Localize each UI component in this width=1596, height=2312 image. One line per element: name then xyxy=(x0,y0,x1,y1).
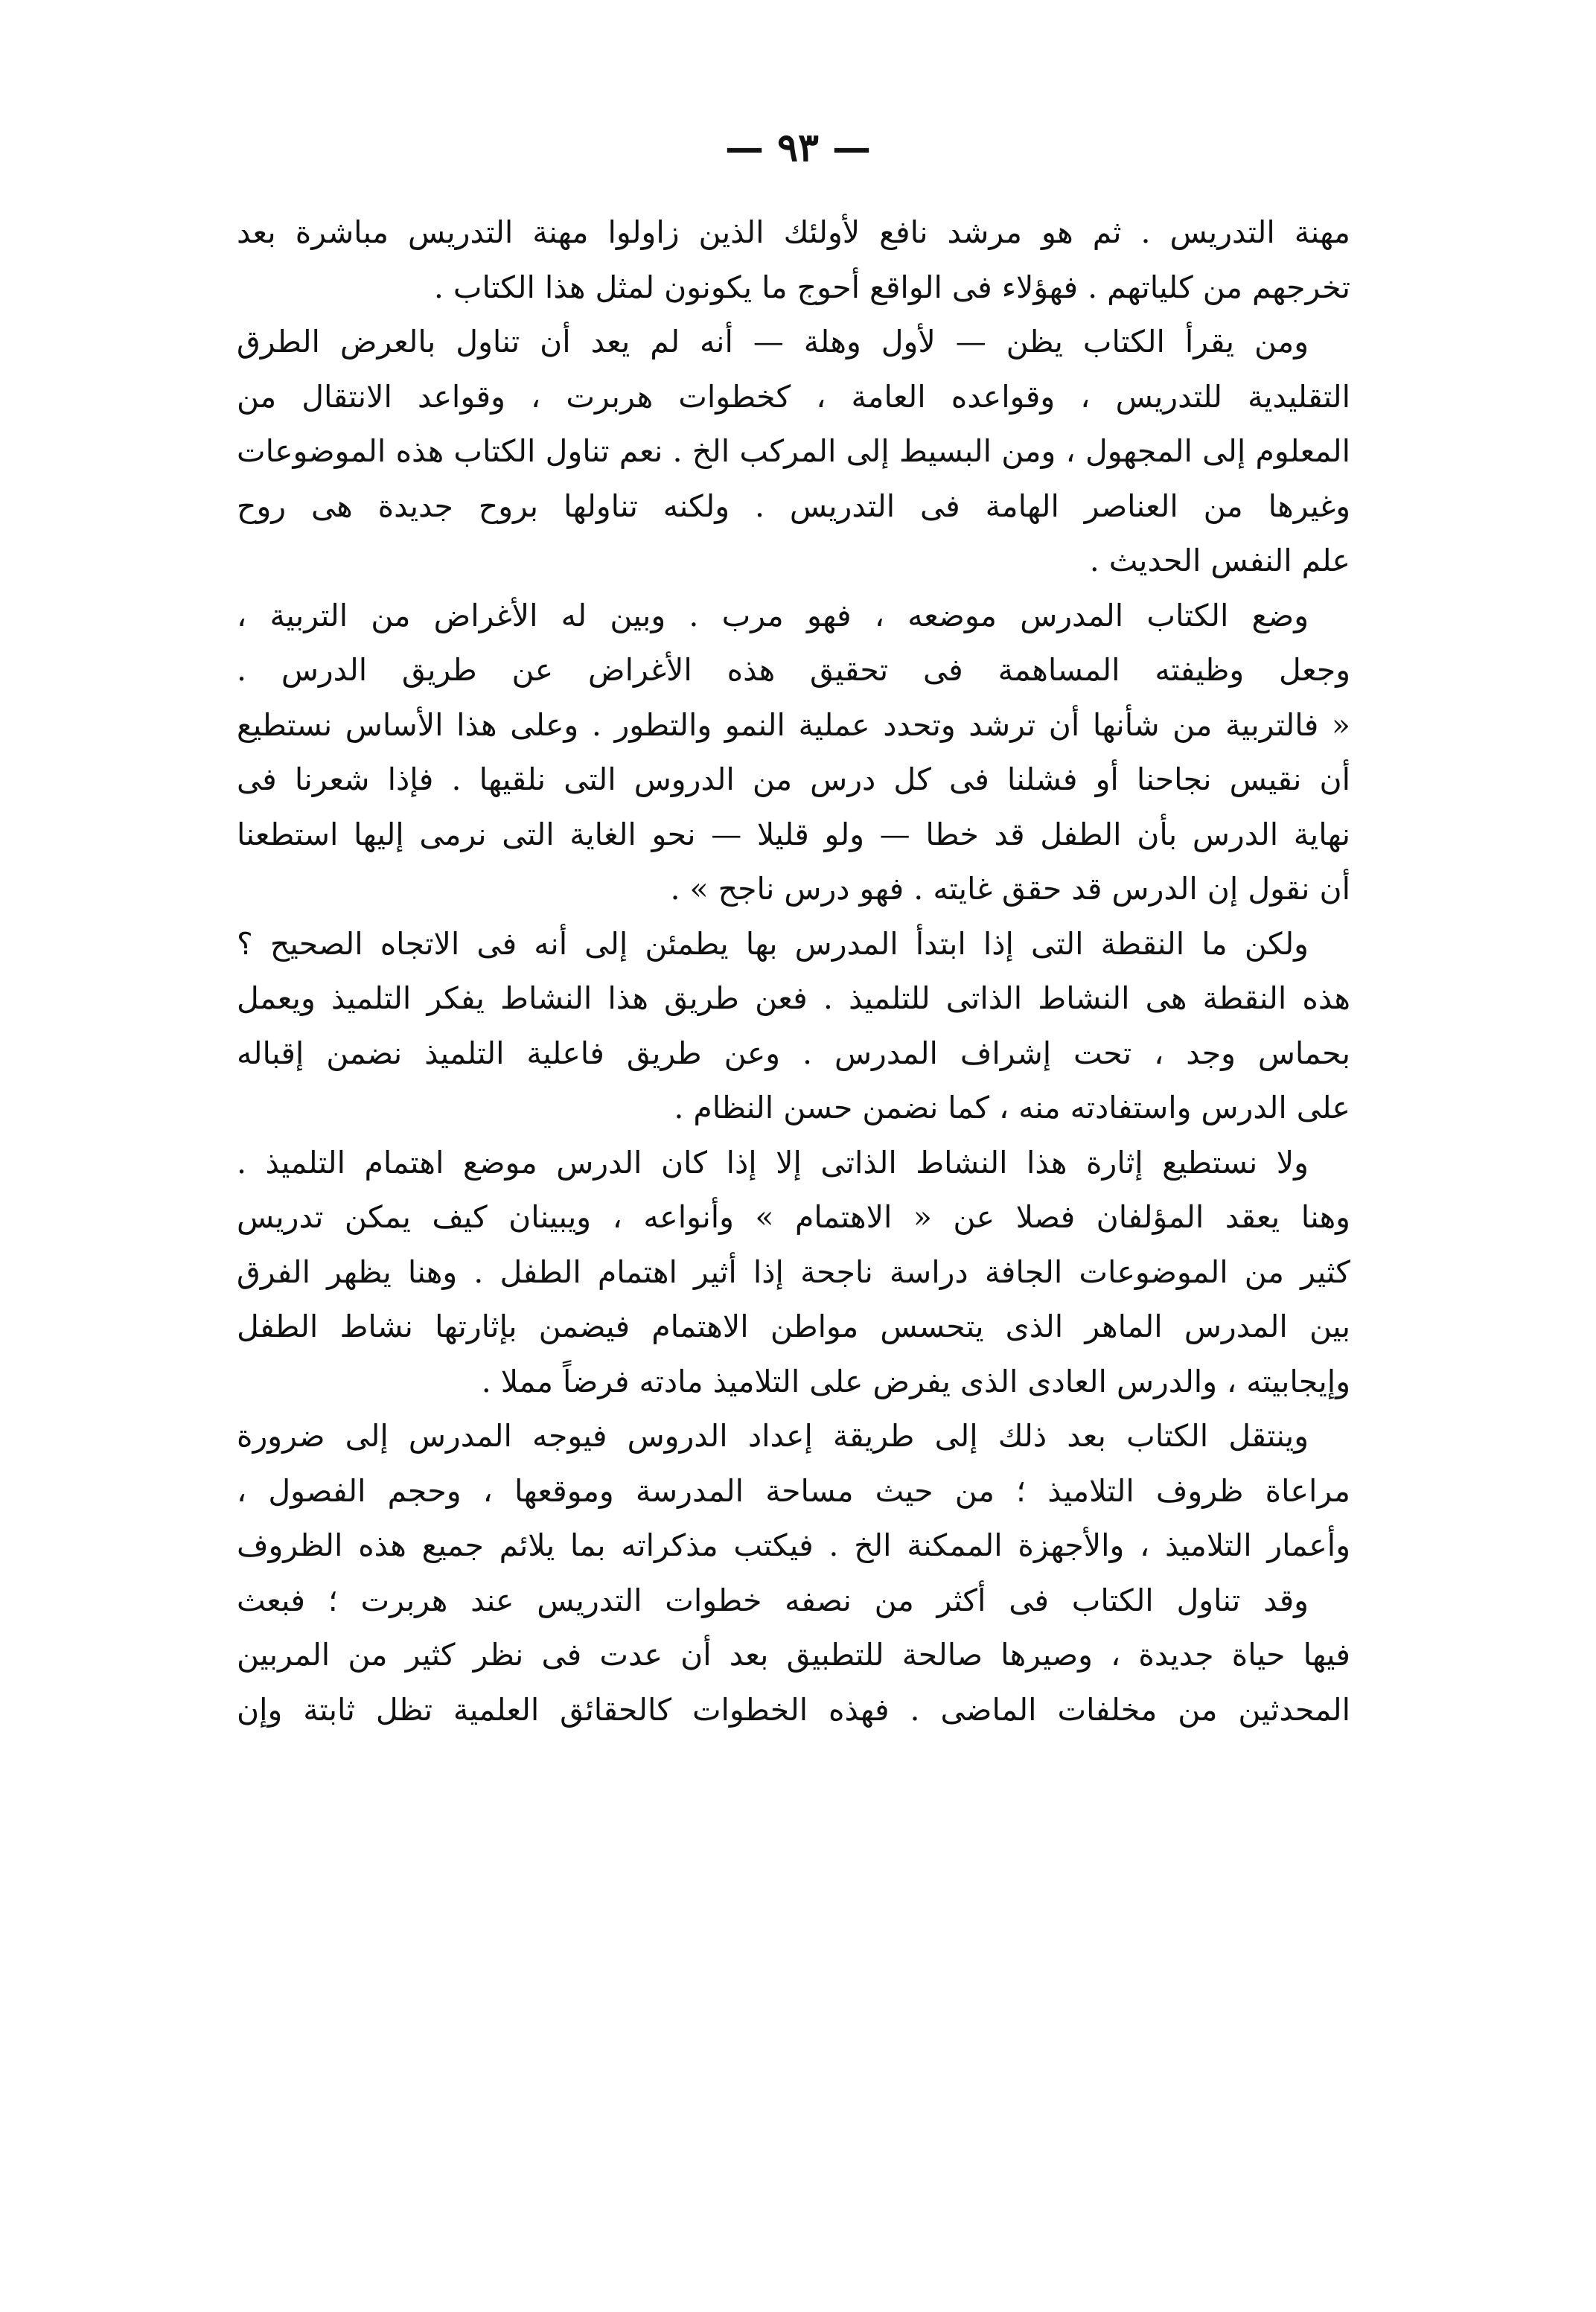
text-line: التقليدية للتدريس ، وقواعده العامة ، كخطوات هربرت ، وقواعد الانتقال من xyxy=(237,378,1350,415)
text-line: علم النفس الحديث . xyxy=(1089,543,1350,578)
text-line: بحماس وجد ، تحت إشراف المدرس . وعن طريق فاعلية التلميذ نضمن إقباله xyxy=(237,1035,1350,1071)
text-line: أن نقيس نجاحنا أو فشلنا فى كل درس من الدروس التى نلقيها . فإذا شعرنا فى xyxy=(237,761,1350,797)
text-line: مهنة التدريس . ثم هو مرشد نافع لأولئك الذين زاولوا مهنة التدريس مباشرة بعد xyxy=(237,214,1350,250)
text-line: فيها حياة جديدة ، وصيرها صالحة للتطبيق بعد أن عدت فى نظر كثير من المربين xyxy=(237,1637,1350,1673)
text-line: وإيجابيته ، والدرس العادى الذى يفرض على التلاميذ مادته فرضاً مملا . xyxy=(481,1363,1350,1399)
text-line: « فالتربية من شأنها أن ترشد وتحدد عملية النمو والتطور . وعلى هذا الأساس نستطيع xyxy=(237,706,1350,743)
text-line: وقد تناول الكتاب فى أكثر من نصفه خطوات التدريس عند هربرت ؛ فبعث xyxy=(237,1582,1309,1618)
text-line: ومن يقرأ الكتاب يظن — لأول وهلة — أنه لم يعد أن تناول بالعرض الطرق xyxy=(237,324,1309,360)
text-line: المحدثين من مخلفات الماضى . فهذه الخطوات كالحقائق العلمية تظل ثابتة وإن xyxy=(237,1691,1350,1728)
text-line: كثير من الموضوعات الجافة دراسة ناجحة إذا أثير اهتمام الطفل . وهنا يظهر الفرق xyxy=(237,1254,1350,1290)
text-line: وضع الكتاب المدرس موضعه ، فهو مرب . وبين له الأغراض من التربية ، xyxy=(237,597,1309,633)
text-line: المعلوم إلى المجهول ، ومن البسيط إلى المركب الخ . نعم تناول الكتاب هذه الموضوعات xyxy=(237,433,1350,469)
text-line: بين المدرس الماهر الذى يتحسس مواطن الاهتمام فيضمن بإثارتها نشاط الطفل xyxy=(237,1309,1350,1344)
text-line: مراعاة ظروف التلاميذ ؛ من حيث مساحة المدرسة وموقعها ، وحجم الفصول ، xyxy=(237,1472,1350,1509)
text-line: نهاية الدرس بأن الطفل قد خطا — ولو قليلا — نحو الغاية التى نرمى إليها استطعنا xyxy=(237,816,1350,852)
text-line: هذه النقطة هى النشاط الذاتى للتلميذ . فعن طريق هذا النشاط يفكر التلميذ ويعمل xyxy=(237,980,1350,1016)
text-line: على الدرس واستفادته منه ، كما نضمن حسن النظام . xyxy=(674,1090,1350,1125)
page-number: — ٩٣ — xyxy=(724,125,872,170)
text-line: وينتقل الكتاب بعد ذلك إلى طريقة إعداد الدروس فيوجه المدرس إلى ضرورة xyxy=(237,1418,1309,1454)
text-line: وهنا يعقد المؤلفان فصلا عن « الاهتمام » وأنواعه ، ويبينان كيف يمكن تدريس xyxy=(237,1199,1350,1235)
body-text xyxy=(237,205,1350,1737)
text-line: ولا نستطيع إثارة هذا النشاط الذاتى إلا إذا كان الدرس موضع اهتمام التلميذ . xyxy=(237,1144,1309,1181)
text-line: أن نقول إن الدرس قد حقق غايته . فهو درس ناجح » . xyxy=(670,871,1350,907)
text-line: تخرجهم من كلياتهم . فهؤلاء فى الواقع أحوج ما يكونون لمثل هذا الكتاب . xyxy=(433,269,1350,305)
text-line: وغيرها من العناصر الهامة فى التدريس . ولكنه تناولها بروح جديدة هى روح xyxy=(237,488,1350,524)
text-line: وأعمار التلاميذ ، والأجهزة الممكنة الخ . فيكتب مذكراته بما يلائم جميع هذه الظروف xyxy=(237,1527,1350,1563)
text-line: ولكن ما النقطة التى إذا ابتدأ المدرس بها يطمئن إلى أنه فى الاتجاه الصحيح ؟ xyxy=(237,925,1309,962)
text-line: وجعل وظيفته المساهمة فى تحقيق هذه الأغراض عن طريق الدرس . xyxy=(237,652,1350,688)
